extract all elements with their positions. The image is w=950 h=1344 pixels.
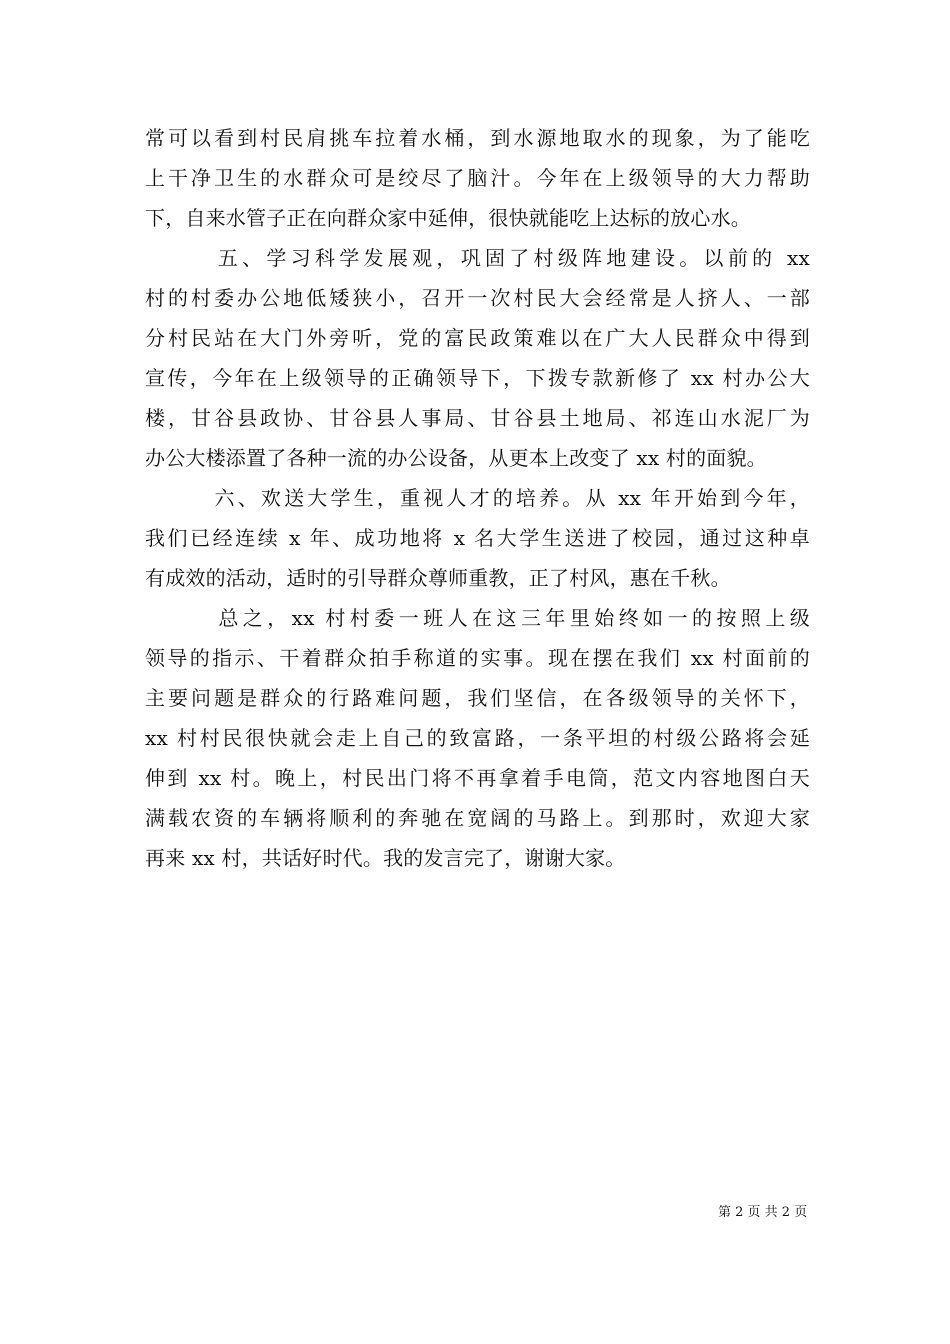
text-line: 再来 xx 村，共话好时代。我的发言完了，谢谢大家。	[145, 846, 626, 870]
text-line: 常可以看到村民肩挑车拉着水桶，到水源地取水的现象，为了能吃	[145, 126, 810, 150]
text-line: xx 村村民很快就会走上自己的致富路，一条平坦的村级公路将会延	[145, 726, 810, 750]
text-line: 满载农资的车辆将顺利的奔驰在宽阔的马路上。到那时，欢迎大家	[145, 806, 810, 830]
text-line: 村的村委办公地低矮狭小，召开一次村民大会经常是人挤人、一部	[145, 286, 810, 310]
text-line: 我们已经连续 x 年、成功地将 x 名大学生送进了校园，通过这种卓	[145, 526, 810, 550]
text-line: 宣传，今年在上级领导的正确领导下，下拨专款新修了 xx 村办公大	[145, 366, 810, 390]
text-line: 楼，甘谷县政协、甘谷县人事局、甘谷县土地局、祁连山水泥厂为	[145, 406, 810, 430]
paragraph-start-line: 六、欢送大学生，重视人才的培养。从 xx 年开始到今年，	[145, 486, 810, 510]
text-line: 办公大楼添置了各种一流的办公设备，从更本上改变了 xx 村的面貌。	[145, 446, 767, 470]
text-line: 领导的指示、干着群众拍手称道的实事。现在摆在我们 xx 村面前的	[145, 646, 810, 670]
text-line: 分村民站在大门外旁听，党的富民政策难以在广大人民群众中得到	[145, 326, 810, 350]
text-line: 主要问题是群众的行路难问题，我们坚信，在各级领导的关怀下，	[145, 686, 810, 710]
text-line: 有成效的活动，适时的引导群众尊师重教，正了村风，惠在千秋。	[145, 566, 731, 590]
text-line: 伸到 xx 村。晚上，村民出门将不再拿着手电筒，范文内容地图白天	[145, 766, 810, 790]
paragraph-start-line: 五、学习科学发展观，巩固了村级阵地建设。以前的 xx	[145, 246, 810, 270]
text-line: 上干净卫生的水群众可是绞尽了脑汁。今年在上级领导的大力帮助	[145, 166, 810, 190]
paragraph-start-line: 总之，xx 村村委一班人在这三年里始终如一的按照上级	[145, 606, 810, 630]
text-line: 下，自来水管子正在向群众家中延伸，很快就能吃上达标的放心水。	[145, 206, 751, 230]
document-body	[145, 118, 810, 878]
page-number-footer: 第 2 页 共 2 页	[718, 1205, 808, 1220]
